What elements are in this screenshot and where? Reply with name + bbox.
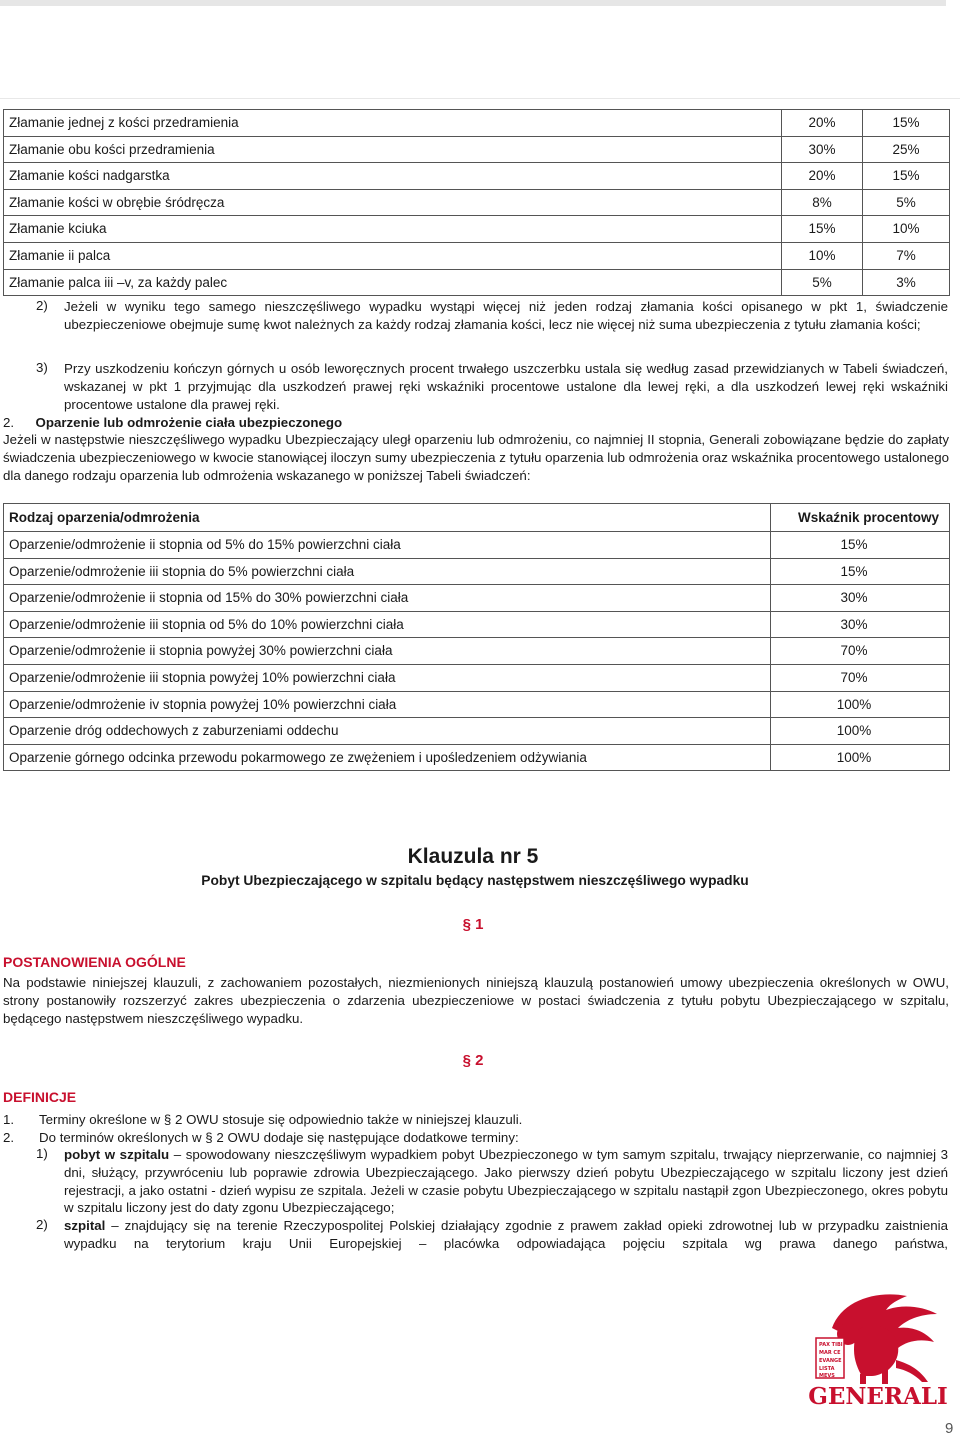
section-heading: [3, 414, 949, 432]
term-definition: – znajdujący się na terenie Rzeczypospolitej Polskiej działający zgodnie z prawem zakład opieki zdrowotnej lub w przypadku zaistnienia wypadku na terytorium kraju Unii Europejskiej – placówka odpowiadająca pojęciu szpitala wg prawa danego państwa,: [64, 1218, 948, 1251]
table-cell: 10%: [782, 242, 863, 269]
header-cell: Wskaźnik procentowy: [771, 504, 950, 532]
table-cell: Oparzenie/odmrożenie iii stopnia od 5% do 10% powierzchni ciała: [4, 611, 771, 638]
table-cell: Oparzenie dróg oddechowych z zaburzeniami oddechu: [4, 718, 771, 745]
table-cell: 5%: [863, 189, 950, 216]
table-cell: 70%: [771, 664, 950, 691]
table-cell: 100%: [771, 718, 950, 745]
table-row: [4, 744, 950, 771]
list-number: 2.: [3, 1130, 15, 1145]
definitions-heading: DEFINICJE: [3, 1089, 77, 1105]
fractures-table: [3, 109, 950, 296]
logo-wordmark: GENERALI: [808, 1383, 948, 1410]
list-text: Do terminów określonych w § 2 OWU dodaje się następujące dodatkowe terminy:: [39, 1130, 519, 1145]
lion-emblem-icon: [802, 1290, 954, 1410]
table-cell: Złamanie jednej z kości przedramienia: [4, 110, 782, 137]
list-item-3: [36, 360, 948, 413]
table-cell: Złamanie palca iii –v, za każdy palec: [4, 269, 782, 296]
section-title: Oparzenie lub odmrożenie ciała ubezpieczonego: [35, 415, 343, 430]
table-cell: 20%: [782, 110, 863, 137]
table-row: [4, 269, 950, 296]
table-cell: Oparzenie/odmrożenie iii stopnia powyżej 10% powierzchni ciała: [4, 664, 771, 691]
term-hospital: [36, 1217, 948, 1253]
page-number: 9: [945, 1420, 954, 1437]
table-cell: Oparzenie/odmrożenie iii stopnia do 5% powierzchni ciała: [4, 558, 771, 585]
general-text: Na podstawie niniejszej klauzuli, z zachowaniem pozostałych, niezmienionych niniejszą klauzulą postanowień umowy ubezpieczenia określonych w OWU, strony postanowiły rozszerzyć zakres ubezpieczenia o zdarzenia ubezpieczeniowe w postaci świadczenia z tytułu pobytu Ubezpieczającego w szpitalu, będącego następstwem nieszczęśliwego wypadku.: [3, 975, 949, 1026]
top-border: [0, 0, 946, 6]
table-cell: 30%: [782, 136, 863, 163]
svg-text:LISTA: LISTA: [819, 1366, 835, 1372]
svg-text:EVANGE: EVANGE: [819, 1358, 842, 1364]
term-hospital-stay: [36, 1146, 948, 1217]
table-cell: Oparzenie/odmrożenie ii stopnia od 5% do 15% powierzchni ciała: [4, 532, 771, 559]
table-cell: 3%: [863, 269, 950, 296]
table-row: [4, 611, 950, 638]
table-cell: 70%: [771, 638, 950, 665]
table-cell: 15%: [771, 558, 950, 585]
table-cell: 100%: [771, 691, 950, 718]
table-cell: Złamanie kości w obrębie śródręcza: [4, 189, 782, 216]
table-cell: 30%: [771, 585, 950, 612]
table-cell: 25%: [863, 136, 950, 163]
list-item-2: [36, 298, 948, 334]
table-cell: Oparzenie górnego odcinka przewodu pokarmowego ze zwężeniem i upośledzeniem odżywiania: [4, 744, 771, 771]
list-text: Terminy określone w § 2 OWU stosuje się odpowiednio także w niniejszej klauzuli.: [39, 1112, 523, 1127]
table-cell: 20%: [782, 163, 863, 190]
list-number: 2): [36, 298, 48, 313]
list-text: Jeżeli w wyniku tego samego nieszczęśliwego wypadku wystąpi więcej niż jeden rodzaj złamania kości opisanego w pkt 1, świadczenie ubezpieczeniowe obejmuje sumę kwot należnych za każdy rodzaj złamania kości, lecz nie więcej niż suma ubezpieczenia z tytułu złamania kości;: [64, 299, 948, 332]
table-cell: Złamanie kości nadgarstka: [4, 163, 782, 190]
table-cell: 15%: [863, 163, 950, 190]
table-row: [4, 242, 950, 269]
term-definition: – spowodowany nieszczęśliwym wypadkiem pobyt Ubezpieczonego w tym samym szpitalu, trwający nieprzerwanie, co najmniej 3 dni, służący, przywróceniu lub poprawie zdrowia Ubezpieczającego. Jako pierwszy dzień pobytu Ubezpieczającego w szpitalu liczony jest dzień rejestracji, a jako ostatni - dzień wypisu ze szpitala. Jeżeli w czasie pobytu Ubezpieczającego w szpitalu nastąpił zgon Ubezpieczonego, okres pobytu w szpitalu liczony jest do daty zgonu Ubezpieczającego;: [64, 1147, 949, 1216]
table-cell: 15%: [771, 532, 950, 559]
table-cell: Oparzenie/odmrożenie ii stopnia od 15% do 30% powierzchni ciała: [4, 585, 771, 612]
table-row: [4, 532, 950, 559]
table-row: [4, 216, 950, 243]
paragraph-mark-1: § 1: [462, 916, 484, 933]
table-cell: Złamanie obu kości przedramienia: [4, 136, 782, 163]
header-cell: Rodzaj oparzenia/odmrożenia: [4, 504, 771, 532]
generali-logo: [802, 1290, 954, 1410]
table-row: [4, 163, 950, 190]
table-cell: 10%: [863, 216, 950, 243]
page-separator: [0, 98, 960, 99]
list-number: 2): [36, 1217, 48, 1232]
table-cell: 5%: [782, 269, 863, 296]
table-row: [4, 718, 950, 745]
table-row: [4, 638, 950, 665]
clause-subtitle: Pobyt Ubezpieczającego w szpitalu będący następstwem nieszczęśliwego wypadku: [201, 873, 749, 888]
term-name: pobyt w szpitalu: [64, 1147, 170, 1162]
term-name: szpital: [64, 1218, 106, 1233]
table-row: [4, 189, 950, 216]
table-cell: Oparzenie/odmrożenie ii stopnia powyżej 30% powierzchni ciała: [4, 638, 771, 665]
table-cell: 100%: [771, 744, 950, 771]
list-text: Przy uszkodzeniu kończyn górnych u osób leworęcznych procent trwałego uszczerbku ustala się według zasad przewidzianych w Tabeli świadczeń, wskazanej w pkt 1 przyjmując dla uszkodzeń prawej ręki wskaźniki procentowe ustalone dla lewej ręki, a dla uszkodzeń lewej ręki wskaźniki procentowe ustalone dla prawej ręki.: [64, 361, 948, 412]
svg-text:MEVS: MEVS: [819, 1373, 835, 1379]
list-number: 1.: [3, 1112, 15, 1127]
table-cell: Złamanie ii palca: [4, 242, 782, 269]
seal-text: PAX TIBI: [819, 1342, 843, 1348]
table-cell: Złamanie kciuka: [4, 216, 782, 243]
list-number: 1): [36, 1146, 48, 1161]
table-row: [4, 558, 950, 585]
section-number: 2.: [3, 415, 15, 430]
general-heading: POSTANOWIENIA OGÓLNE: [3, 954, 186, 970]
table-row: [4, 585, 950, 612]
table-cell: 30%: [771, 611, 950, 638]
table-cell: 15%: [782, 216, 863, 243]
term-text: [64, 1146, 948, 1217]
term-text: [64, 1217, 948, 1253]
table-row: [4, 136, 950, 163]
section-body: Jeżeli w następstwie nieszczęśliwego wypadku Ubezpieczający uległ oparzeniu lub odmrożeniu, co najmniej II stopnia, Generali zobowiązane będzie do zapłaty świadczenia ubezpieczeniowego w kwocie stanowiącej iloczyn sumy ubezpieczenia z tytułu oparzenia lub odmrożenia oraz wskaźnika procentowego ustalonego dla danego rodzaju oparzenia lub odmrożenia wskazanego w poniższej Tabeli świadczeń:: [3, 432, 949, 483]
burns-table: [3, 503, 950, 771]
table-row: [4, 691, 950, 718]
table-row: [4, 110, 950, 137]
svg-text:MAR CE: MAR CE: [819, 1350, 841, 1356]
table-cell: 7%: [863, 242, 950, 269]
table-cell: 8%: [782, 189, 863, 216]
definition-2: [3, 1129, 949, 1147]
list-number: 3): [36, 360, 48, 375]
table-header-row: [4, 504, 950, 532]
table-row: [4, 664, 950, 691]
table-cell: Oparzenie/odmrożenie iv stopnia powyżej 10% powierzchni ciała: [4, 691, 771, 718]
table-cell: 15%: [863, 110, 950, 137]
definition-1: [3, 1111, 949, 1129]
clause-title: Klauzula nr 5: [407, 845, 539, 868]
paragraph-mark-2: § 2: [462, 1052, 484, 1069]
